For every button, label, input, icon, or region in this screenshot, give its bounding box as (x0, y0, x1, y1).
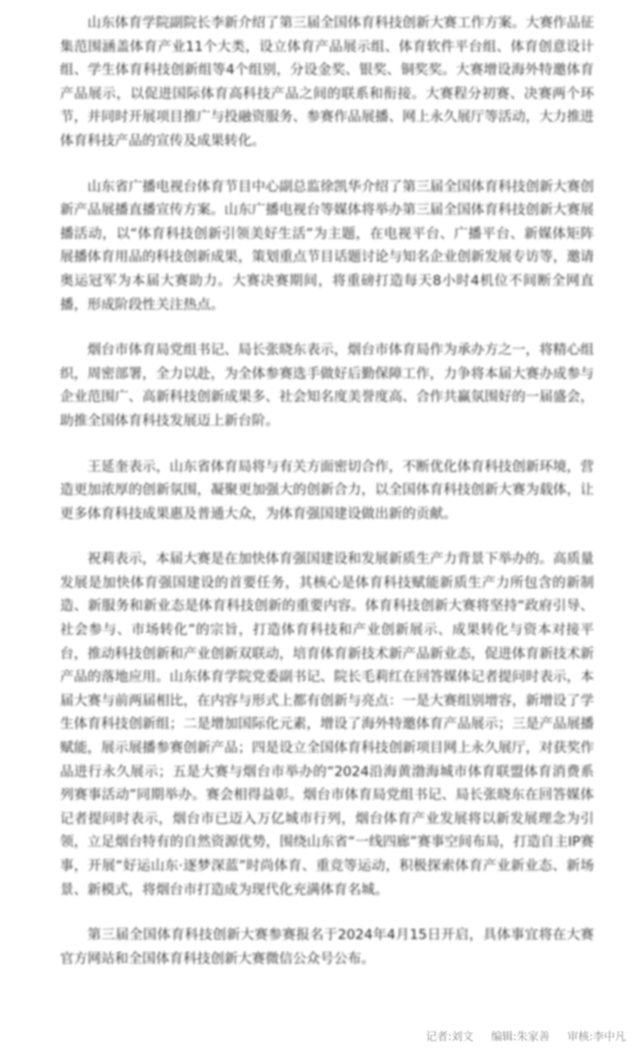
article-credits (426, 1028, 626, 1044)
paragraph-registration: 第三届全国体育科技创新大赛参赛报名于2024年4月15日开启，具体事宜将在大赛官方网站和全国体育科技创新大赛微信公众号公布。 (60, 927, 594, 967)
paragraph-broadcast-plan: 山东省广播电视台体育节目中心副总监徐凯华介绍了第三届全国体育科技创新大赛创新产品展播直播宣传方案。山东广播电视台等媒体将举办第三届全国体育科技创新大赛展播活动，以“体育科技创新引领美好生活”为主题，在电视平台、广播平台、新媒体矩阵展播体育用品的科技创新成果，策划重点节目话题讨论与知名企业创新发展专访等，邀请奥运冠军为本届大赛助力。大赛决赛期间，将重磅打造每天8小时4机位不间断全网直播，形成阶段性关注热点。 (60, 178, 594, 313)
paragraph-intro-competition-plan: 山东体育学院副院长李新介绍了第三届全国体育科技创新大赛工作方案。大赛作品征集范围涵盖体育产业11个大类，设立体育产品展示组、体育软件平台组、体育创意设计组、学生体育科技创新组等4个组别，分设金奖、银奖、铜奖奖。大赛增设海外特邀体育产品展示，以促进国际体育高科技产品之间的联系和衔接。大赛程分初赛、决赛两个环节，并同时开展项目推广与投融资服务、参赛作品展播、网上永久展厅等活动，大力推进体育科技产品的宣传及成果转化。 (60, 15, 594, 149)
editor-credit: 编辑:朱家善 (491, 1030, 550, 1043)
reporter-credit: 记者:刘文 (425, 1030, 474, 1043)
reviewer-credit: 审核:李中凡 (567, 1030, 626, 1043)
paragraph-wang-yankui: 王延奎表示，山东省体育局将与有关方面密切合作，不断优化体育科技创新环境，营造更加浓厚的创新氛围，凝聚更加强大的创新合力，以全国体育科技创新大赛为载体，让更多体育科技成果惠及普通大众，为体育强国建设做出新的贡献。 (60, 458, 594, 522)
paragraph-yantai-sports-bureau: 烟台市体育局党组书记、局长张晓东表示，烟台市体育局作为承办方之一，将精心组织，周密部署，全力以赴，为全体参赛选手做好后勤保障工作，力争将本届大赛办成参与企业范围广、高新科技创新成果多、社会知名度美誉度高、合作共赢氛围好的一届盛会，助推全国体育科技发展迈上新台阶。 (60, 342, 594, 429)
paragraph-zhu-li: 祝莉表示，本届大赛是在加快体育强国建设和发展新质生产力背景下举办的。高质量发展是加快体育强国建设的首要任务，其核心是体育科技赋能新质生产力所包含的新制造、新服务和新业态是体育科技创新的重要内容。体育科技创新大赛将坚持“政府引导、社会参与、市场转化”的宗旨，打造体育科技和产业创新展示、成果转化与资本对接平台，推动科技创新和产业创新双联动，培育体育新技术新产品新业态，促进体育新技术新产品的落地应用。山东体育学院党委副书记、院长毛莉红在回答媒体记者提问时表示，本届大赛与前两届相比，在内容与形式上都有创新与亮点：一是大赛组别增容，新增设了学生体育科技创新组；二是增加国际化元素，增设了海外特邀体育产品展示；三是产品展播赋能，展示展播参赛创新产品；四是设立全国体育科技创新项目网上永久展厅，对获奖作品进行永久展示；五是大赛与烟台市举办的“2024沿海黄渤海城市体育联盟体育消费系列赛事活动”同期举办。赛会相得益彰。烟台市体育局党组书记、局长张晓东在回答媒体记者提问时表示，烟台市已迈入万亿城市行列，烟台体育产业发展将以新发展理念为引领，立足烟台特有的自然资源优势，围绕山东省“一线四廊”赛事空间布局，打造自主IP赛事，开展“好运山东·逐梦深蓝”时尚体育、重竞等运动，积极探索体育产业新业态、新场景、新模式，将烟台市打造成为现代化充满体育名城。 (60, 551, 594, 898)
article-body (60, 12, 594, 971)
